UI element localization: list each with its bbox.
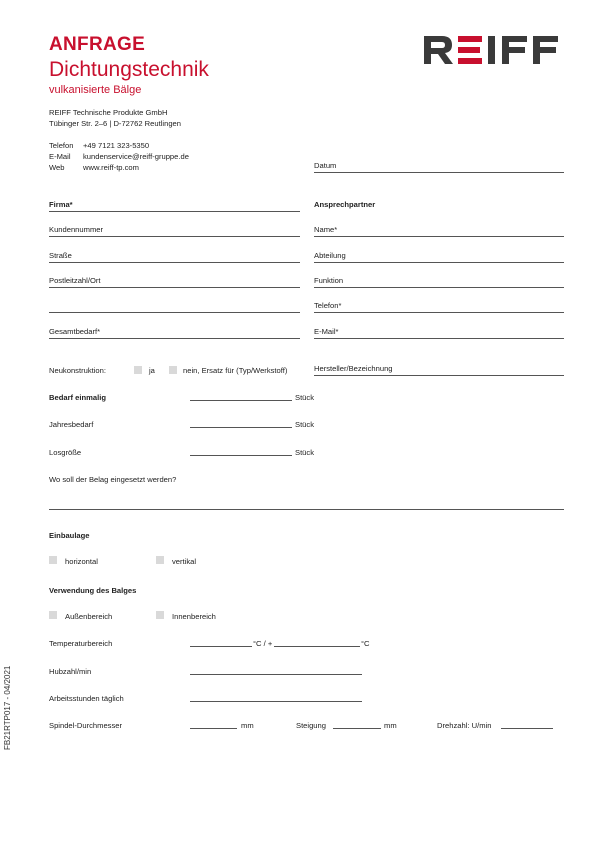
temp-mid-text: °C / +: [253, 639, 273, 648]
hubzahl-label: Hubzahl/min: [49, 667, 92, 676]
stueck-unit: Stück: [295, 420, 314, 429]
hersteller-field[interactable]: [314, 363, 564, 376]
kundennummer-label: Kundennummer: [49, 225, 104, 234]
verwendung-heading: Verwendung des Balges: [49, 586, 137, 595]
temperaturbereich-label: Temperaturbereich: [49, 639, 113, 648]
form-subtitle: Dichtungstechnik: [49, 58, 209, 81]
losgroesse-label: Losgröße: [49, 448, 82, 457]
strasse-field[interactable]: [49, 250, 300, 263]
innenbereich-label: Innenbereich: [172, 612, 216, 621]
address-extra-line[interactable]: [49, 312, 300, 313]
funktion-field[interactable]: [314, 275, 564, 288]
hubzahl-input[interactable]: [190, 674, 362, 675]
temp-max-input[interactable]: [274, 646, 360, 647]
innenbereich-checkbox[interactable]: [156, 611, 164, 619]
form-code: FB21RTP017 - 04/2021: [3, 665, 12, 750]
ansprechpartner-heading: [314, 199, 564, 212]
stueck-unit: Stück: [295, 393, 314, 402]
reiff-logo: [424, 36, 566, 69]
bedarf-einmalig-input[interactable]: [190, 400, 292, 401]
bedarf-einmalig-label: Bedarf einmalig: [49, 393, 106, 402]
temp-min-input[interactable]: [190, 646, 252, 647]
firma-label: Firma*: [49, 200, 73, 209]
strasse-label: Straße: [49, 251, 72, 260]
form-subtitle-secondary: vulkanisierte Bälge: [49, 84, 142, 96]
web-value[interactable]: www.reiff-tp.com: [83, 163, 139, 172]
phone-value: +49 7121 323-5350: [83, 141, 150, 150]
datum-label: Datum: [314, 161, 337, 170]
spindel-input[interactable]: [190, 728, 237, 729]
spindel-label: Spindel-Durchmesser: [49, 721, 123, 730]
web-label: Web: [49, 163, 65, 172]
arbeitsstunden-label: Arbeitsstunden täglich: [49, 694, 124, 703]
email-field[interactable]: [314, 326, 564, 339]
ja-label: ja: [149, 366, 155, 375]
email-field-label: E-Mail*: [314, 327, 339, 336]
datum-field[interactable]: [314, 160, 564, 173]
company-address: Tübinger Str. 2–6 | D-72762 Reutlingen: [49, 119, 181, 128]
arbeitsstunden-input[interactable]: [190, 701, 362, 702]
name-label: Name*: [314, 225, 338, 234]
einbaulage-heading: Einbaulage: [49, 531, 90, 540]
drehzahl-input[interactable]: [501, 728, 553, 729]
horizontal-checkbox[interactable]: [49, 556, 57, 564]
gesamtbedarf-label: Gesamtbedarf*: [49, 327, 101, 336]
form-title: ANFRAGE: [49, 34, 146, 55]
steigung-input[interactable]: [333, 728, 381, 729]
stueck-unit: Stück: [295, 448, 314, 457]
telefon-label: Telefon*: [314, 301, 342, 310]
postleitzahl-label: Postleitzahl/Ort: [49, 276, 101, 285]
vertikal-checkbox[interactable]: [156, 556, 164, 564]
funktion-label: Funktion: [314, 276, 344, 285]
steigung-unit: mm: [384, 721, 397, 730]
drehzahl-label: Drehzahl: U/min: [437, 721, 492, 730]
einsatz-question: Wo soll der Belag eingesetzt werden?: [49, 475, 177, 484]
neukonstruktion-label: Neukonstruktion:: [49, 366, 106, 375]
steigung-label: Steigung: [296, 721, 326, 730]
gesamtbedarf-field[interactable]: [49, 326, 300, 339]
hersteller-label: Hersteller/Bezeichnung: [314, 364, 393, 373]
nein-label: nein, Ersatz für (Typ/Werkstoff): [183, 366, 288, 375]
einsatz-input[interactable]: [49, 509, 564, 510]
jahresbedarf-input[interactable]: [190, 427, 292, 428]
ja-checkbox[interactable]: [134, 366, 142, 374]
email-value[interactable]: kundenservice@reiff-gruppe.de: [83, 152, 189, 161]
postleitzahl-field[interactable]: [49, 275, 300, 288]
firma-field[interactable]: [49, 199, 300, 212]
vertikal-label: vertikal: [172, 557, 197, 566]
temp-end-unit: °C: [361, 639, 370, 648]
spindel-unit: mm: [241, 721, 254, 730]
horizontal-label: horizontal: [65, 557, 98, 566]
nein-checkbox[interactable]: [169, 366, 177, 374]
aussenbereich-checkbox[interactable]: [49, 611, 57, 619]
kundennummer-field[interactable]: [49, 224, 300, 237]
losgroesse-input[interactable]: [190, 455, 292, 456]
name-field[interactable]: [314, 224, 564, 237]
telefon-field[interactable]: [314, 300, 564, 313]
abteilung-field[interactable]: [314, 250, 564, 263]
ansprechpartner-label: Ansprechpartner: [314, 200, 376, 209]
jahresbedarf-label: Jahresbedarf: [49, 420, 94, 429]
company-name: REIFF Technische Produkte GmbH: [49, 108, 168, 117]
email-label: E-Mail: [49, 152, 71, 161]
abteilung-label: Abteilung: [314, 251, 346, 260]
aussenbereich-label: Außenbereich: [65, 612, 113, 621]
phone-label: Telefon: [49, 141, 74, 150]
